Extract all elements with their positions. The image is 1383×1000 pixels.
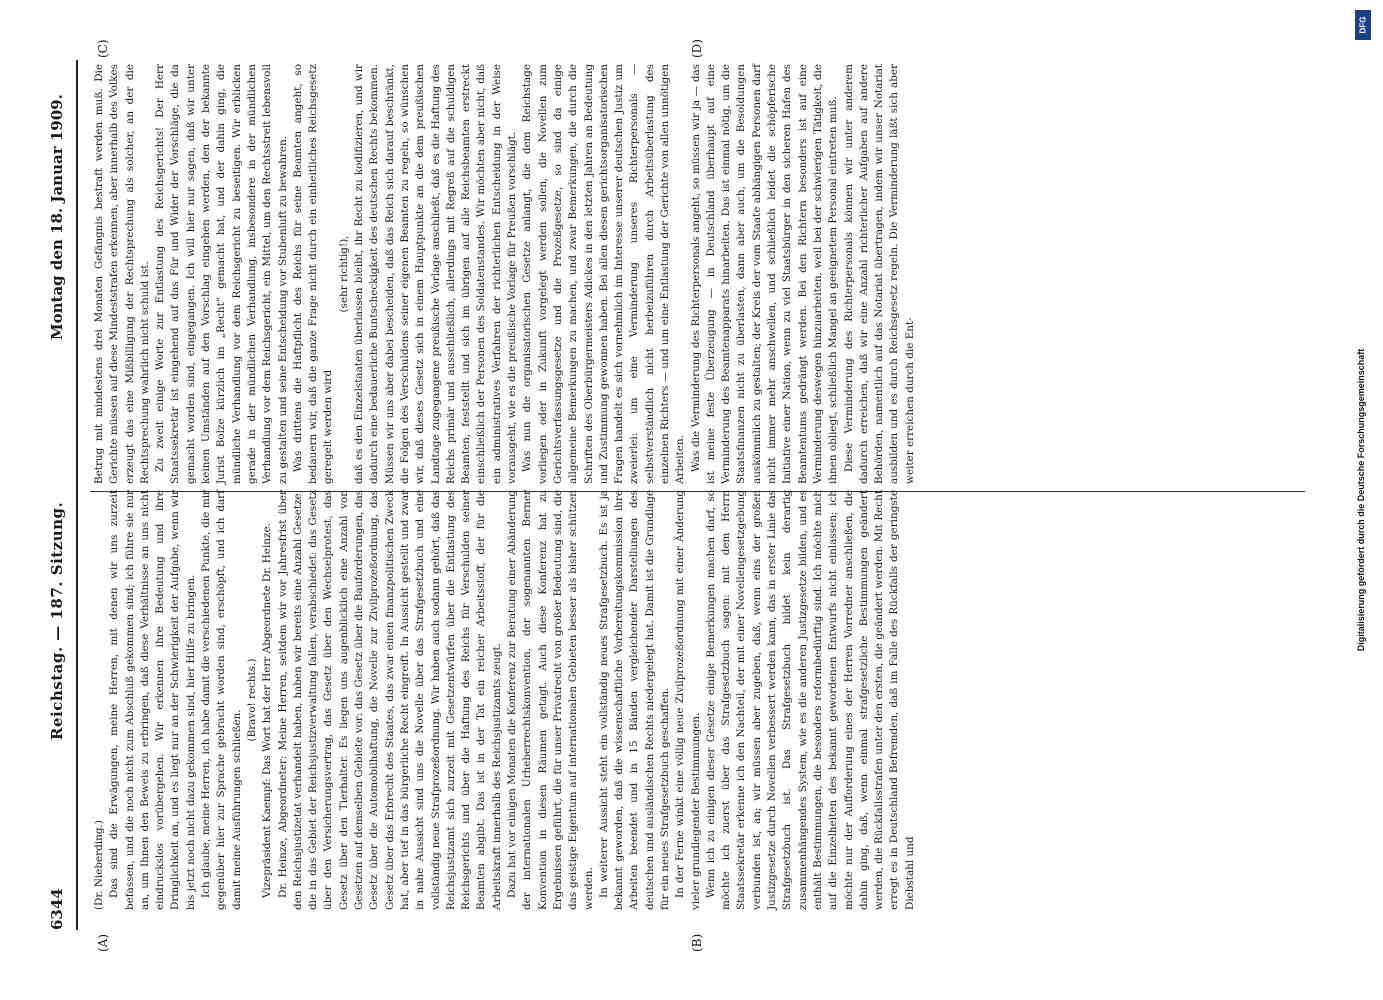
interjection: (sehr richtig!), bbox=[337, 235, 350, 313]
paragraph: In weiterer Aussicht steht ein vollständig neues Strafgesetzbuch. Es ist ja bekannt geworden, daß die wissenschaftliche Vorbereitungskommission ihre Arbeiten beendet und in 15 Bänden vergleichender Darstellungen des deutschen und ausländischen Rechts niedergelegt hat. Damit ist die Grundlage für ein neues Strafgesetzbuch geschaffen. bbox=[597, 490, 671, 910]
paragraph: Vizepräsident Kaempf: Das Wort hat der Herr Abgeordnete Dr. Heinze. bbox=[261, 523, 274, 898]
margin-marker-a: (A) bbox=[96, 933, 110, 952]
interjection: (Bravo! rechts.) bbox=[245, 658, 258, 742]
dfg-logo-text: DFG bbox=[1358, 16, 1368, 34]
paragraph: Wenn ich zu einigen dieser Gesetze einige Bemerkungen machen darf, so möchte ich zuerst über das Strafgesetzbuch sagen: mit dem Herrn Staatssekretär erkenne ich den Nachteil, der mit einer Novellengesetzgebung verbunden ist, an; wir müssen aber zugeben, daß, wenn eins der großen Justizgesetze durch Novellen verbessert werden kann, das in erster Linie das Strafgesetzbuch ist. Das Strafgesetzbuch bildet kein derartig zusammenhängendes System, wie es die anderen Justizgesetze bilden, und es enthält Bestimmungen, die besonders reformbedürftig sind. Ich möchte mich auf die Einzelheiten des bekannt gewordenen Entwurfs nicht einlassen; ich möchte nur der Aufforderung eines der Herren Vorredner anschließen, die dahin ging, daß, wenn einmal strafgesetzliche Bestimmungen geändert werden, die Rückfallsstrafen unter den ersten, die geändert werden. Mit Recht erregt es in Deutschland Befremden, daß im Falle des Rückfalls der geringste Diebstahl und bbox=[704, 490, 916, 910]
digitization-note-text: Digitalisierung gefördert durch die Deutsche Forschungsgemeinschaft bbox=[1356, 348, 1366, 652]
paragraph: Das sind die Erwägungen, meine Herren, mit denen wir uns zurzeit befassen, und die noch nicht zum Abschluß gekommen sind; ich führe sie nur an, um Ihnen den Beweis zu erbringen, daß diese Verhältnisse an uns nicht eindruckslos vorübergehen. Wir erkennen ihre Bedeutung und ihre Dringlichkeit an, und es liegt nur an der Schwierigkeit der Aufgabe, wenn wir bis jetzt noch nicht dazu gekommen sind, hier Hilfe zu bringen. bbox=[108, 490, 197, 910]
paragraph: Dr. Heinze, Abgeordneter: Meine Herren, seitdem wir vor Jahresfrist über den Reichsjustizetat verhandelt haben, haben wir bereits eine Anzahl Gesetze, die in das Gebiet der Reichsjustizverwaltung fallen, verabschiedet: das Gesetz über den Versicherungsvertrag, das Gesetz über den Wechselprotest, das Gesetz über den Tierhalter. Es liegen uns augenblicklich eine Anzahl von Gesetzen auf demselben Gebiete vor: das Gesetz über die Bauforderungen, das Gesetz über die Automobilhaftung, die Novelle zur Zivilprozeßordnung, das Gesetz über das Erbrecht des Staates, das zwar einen finanzpolitischen Zweck hat, aber tief in das bürgerliche Recht eingreift. In Aussicht gestellt und zwar in nahe Aussicht sind uns die Novelle über das Strafgesetzbuch und eine vollständig neue Strafprozeßordnung. Wir haben auch sodann gehört, daß das Reichsjustizamt sich zurzeit mit Gesetzentwürfen über die Entlastung des Reichsgerichts und über die Haftung des Reichs für Verschulden seiner Beamten abgibt. Das ist in der Tat ein reicher Arbeitsstoff, der für die Arbeitskraft innerhalb des Reichsjustizamts zeugt. bbox=[276, 490, 503, 910]
page-number: 6344 bbox=[48, 888, 66, 930]
speaker-note: (Dr. Nieberding.) bbox=[93, 820, 105, 910]
paragraph: Was drittens die Haftpflicht des Reichs für seine Beamten angeht, so bedauern wir, daß die ganze Frage nicht durch ein einheitliches Reichsgesetz geregelt werden wird bbox=[291, 64, 335, 484]
paragraph: Was nun die organisatorischen Gesetze anlangt, die dem Reichstage vorliegen oder in Zukunft vorgelegt werden sollen, die Novellen zum Gerichtsverfassungsgesetze und die Prozeßgesetze, so sind da einige allgemeine Bemerkungen zu machen, und zwar Bemerkungen, die durch die Schriften des Oberbürgermeisters Adickes in den letzten Jahren an Bedeutung und Zustimmung gewonnen haben. Bei allen diesen gerichtsorganisatorischen Fragen handelt es sich vornehmlich im Interesse unserer deutschen Justiz um zweierlei: um eine Verminderung unseres Richterpersonals — selbstverständlich nicht herbeizuführen durch Arbeitsüberlastung des einzelnen Richters — und um eine Entlastung der Gerichte von allen unnötigen Arbeiten. bbox=[521, 64, 687, 484]
session-date: Montag den 18. Januar 1909. bbox=[48, 94, 66, 340]
paragraph: In der Ferne winkt eine völlig neue Zivilprozeßordnung mit einer Änderung vieler grundlegender Bestimmungen. bbox=[674, 490, 702, 910]
paragraph: Dazu hat vor einigen Monaten die Konferenz zur Beratung einer Abänderung der internationalen Urheberrechtskonvention, der sogenannten Berner Konvention in diesen Räumen getagt. Auch diese Konferenz hat zu Ergebnissen geführt, die für unser Privatrecht von großer Bedeutung sind, die das geistige Eigentum auf internationalen Gebieten besser als bisher schützen werden. bbox=[506, 490, 595, 910]
paragraph: Zu zweit einige Worte zur Entlastung des Reichsgerichts! Der Herr Staatssekretär ist eingehend auf das Für und Wider der Vorschläge, die da gemacht worden sind, eingegangen. Ich will hier nur sagen, daß wir unter keinen Umständen auf den Vorschlag eingehen werden, den der bekannte Jurist Bolze kürzlich im „Recht“ gemacht hat, und der dahin ging, die mündliche Verhandlung vor dem Reichsgericht zu beseitigen. Wir erblicken gerade in der mündlichen Verhandlung, insbesondere in der mündlichen Verhandlung vor dem Reichsgericht, ein Mittel, um den Rechtsstreit lebensvoll zu gestalten und seine Entscheidung vor Stubenluft zu bewahren. bbox=[154, 64, 289, 484]
paragraph: Diese Verminderung des Richterpersonals können wir unter anderem dadurch erreichen, daß wir eine Anzahl richterlicher Aufgaben auf andere Behörden, namentlich auf das Notariat übertragen, indem wir unser Notariat ausbilden und es durch Reichsgesetz regeln. Die Verminderung läßt sich aber weiter erreichen durch die Ent- bbox=[842, 64, 916, 484]
digitization-note bbox=[1347, 10, 1373, 990]
paragraph: Betrug mit mindestens drei Monaten Gefängnis bestraft werden muß. Die Gerichte müssen auf diese Mindeststrafen erkennen, aber innerhalb des Volkes erzeugt das eine Mißbilligung der Rechtsprechung als solcher, an der die Rechtsprechung wahrlich nicht schuld ist. bbox=[93, 64, 151, 484]
paragraph: daß es den Einzelstaaten überlassen bleibt, ihr Recht zu kodifizieren, und wir dadurch eine bedauerliche Buntscheckigkeit des deutschen Rechts bekommen. Müssen wir uns aber dabei bescheiden, daß das Reich sich darauf beschränkt, die Folgen des Verschuldens seiner eigenen Beamten zu regeln, so wünschen wir, daß dieses Gesetz sich in einem Hauptpunkte an die dem preußischen Landtage zugegangene preußische Vorlage anschließt, daß es die Haftung des Reichs primär und ausschließlich, allerdings mit Regreß auf die schuldigen Beamten, feststellt und sich im übrigen auf alle Reichsbeamten erstreckt einschließlich der Personen des Soldatenstandes. Wir möchten aber nicht, daß ein administratives Verfahren der richterlichen Entscheidung in der Weise vorausgeht, wie es die preußische Vorlage für Preußen vorschlägt. bbox=[353, 64, 519, 484]
left-column bbox=[92, 490, 918, 910]
margin-marker-d: (D) bbox=[690, 39, 704, 58]
margin-marker-c: (C) bbox=[96, 39, 110, 58]
paragraph: Was die Verminderung des Richterpersonals angeht, so müssen wir ja — das ist meine feste Überzeugung — in Deutschland überhaupt auf eine Verminderung des Beamtenapparats hinarbeiten. Das ist einmal nötig, um die Staatsfinanzen nicht zu überlasten, dann aber auch, um die Besoldungen auskömmlich zu gestalten; der Kreis der vom Staate abhängigen Personen darf nicht immer mehr anschwellen, und schließlich leidet die schöpferische Initiative einer Nation, wenn zu viel Staatsbürger in den sicheren Hafen des Beamtentums gedrängt werden. Bei den Richtern besonders ist auf eine Verminderung deswegen hinzuarbeiten, weil bei der schwierigen Tätigkeit, die ihnen obliegt, schließlich Mangel an geeignetem Personal eintreten muß. bbox=[689, 64, 840, 484]
margin-marker-b: (B) bbox=[690, 933, 704, 952]
right-column bbox=[92, 64, 918, 484]
page-header bbox=[36, 60, 78, 930]
dfg-logo bbox=[1355, 10, 1371, 40]
paragraph: Ich glaube, meine Herren, ich habe damit die verschiedenen Punkte, die mir gegenüber hier zur Sprache gebracht worden sind, erschöpft, und ich darf damit meine Ausführungen schließen. bbox=[200, 490, 243, 910]
session-title: Reichstag. — 187. Sitzung. bbox=[48, 501, 66, 740]
